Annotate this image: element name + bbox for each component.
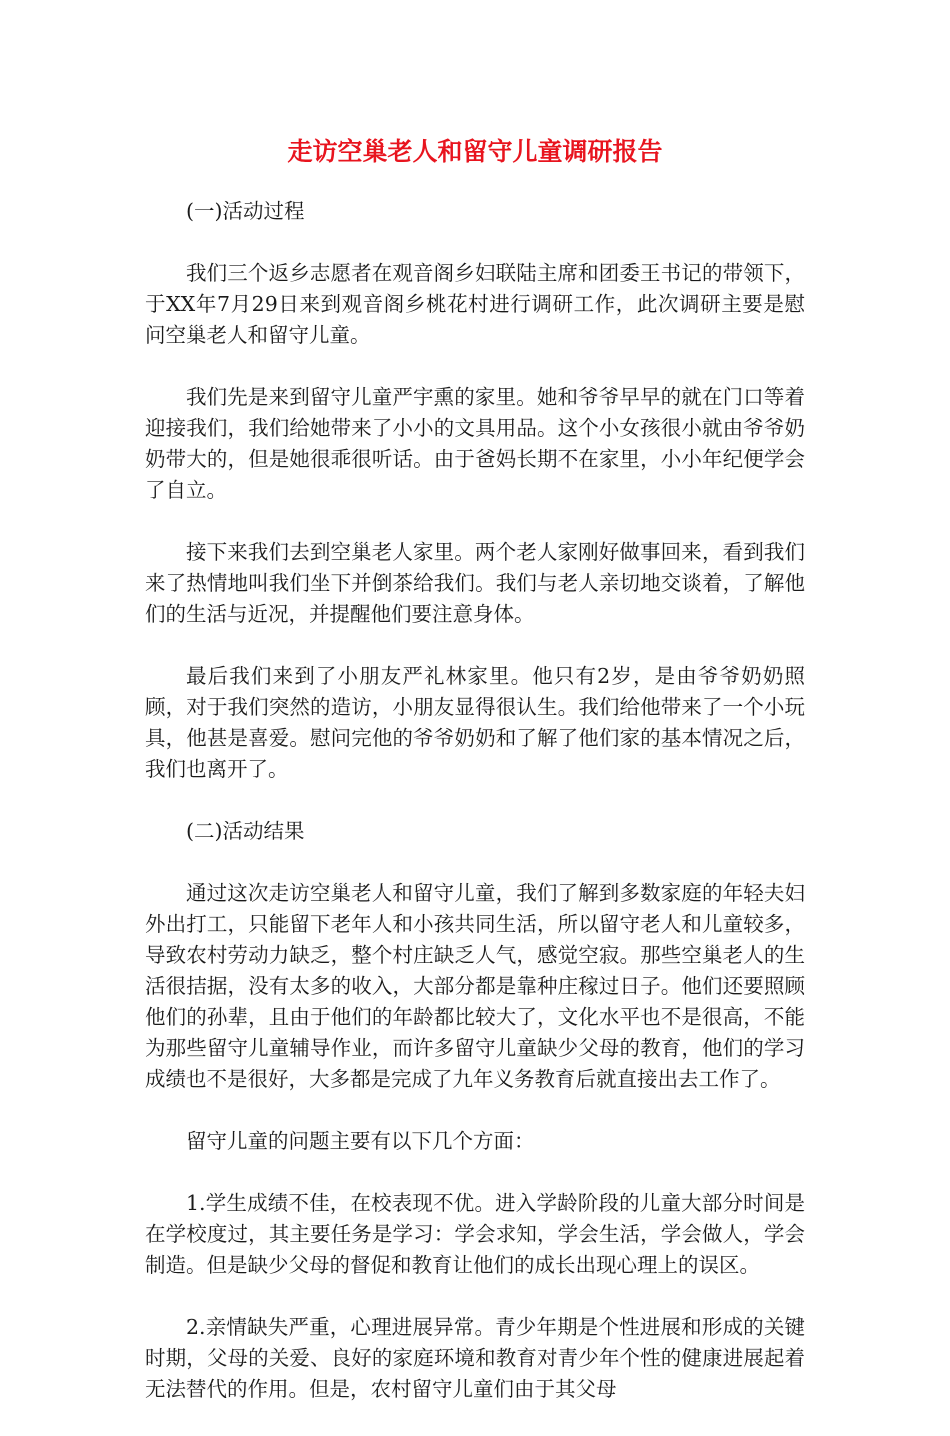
section-heading-results: (二)活动结果 [186, 819, 305, 843]
paragraph-problem-1: 1.学生成绩不佳，在校表现不优。进入学龄阶段的儿童大部分时间是在学校度过，其主要任务是学习：学会求知，学会生活，学会做人，学会制造。但是缺少父母的督促和教育让他们的成长出现心理上的误区。 [145, 1191, 805, 1277]
paragraph-visit-yan-lilin: 最后我们来到了小朋友严礼林家里。他只有2岁，是由爷爷奶奶照顾，对于我们突然的造访，小朋友显得很认生。我们给他带来了一个小玩具，他甚是喜爱。慰问完他的爷爷奶奶和了解了他们家的基本情况之后，我们也离开了。 [145, 664, 805, 781]
paragraph-intro: 我们三个返乡志愿者在观音阁乡妇联陆主席和团委王书记的带领下，于XX年7月29日来到观音阁乡桃花村进行调研工作，此次调研主要是慰问空巢老人和留守儿童。 [145, 261, 805, 347]
document-title: 走访空巢老人和留守儿童调研报告 [287, 137, 663, 166]
paragraph-problem-2: 2.亲情缺失严重，心理进展异常。青少年期是个性进展和形成的关键时期，父母的关爱、良好的家庭环境和教育对青少年个性的健康进展起着无法替代的作用。但是，农村留守儿童们由于其父母 [145, 1315, 805, 1401]
section-heading-process: (一)活动过程 [186, 199, 305, 223]
paragraph-problems-intro: 留守儿童的问题主要有以下几个方面： [186, 1129, 535, 1153]
document-body [145, 196, 805, 1436]
paragraph-visit-yan-yuxun: 我们先是来到留守儿童严宇熏的家里。她和爷爷早早的就在门口等着迎接我们，我们给她带来了小小的文具用品。这个小女孩很小就由爷爷奶奶带大的，但是她很乖很听话。由于爸妈长期不在家里，小小年纪便学会了自立。 [145, 385, 805, 502]
paragraph-visit-elderly: 接下来我们去到空巢老人家里。两个老人家刚好做事回来，看到我们来了热情地叫我们坐下并倒茶给我们。我们与老人亲切地交谈着，了解他们的生活与近况，并提醒他们要注意身体。 [145, 540, 805, 626]
paragraph-results: 通过这次走访空巢老人和留守儿童，我们了解到多数家庭的年轻夫妇外出打工，只能留下老年人和小孩共同生活，所以留守老人和儿童较多，导致农村劳动力缺乏，整个村庄缺乏人气，感觉空寂。那些空巢老人的生活很拮据，没有太多的收入，大部分都是靠种庄稼过日子。他们还要照顾他们的孙辈，且由于他们的年龄都比较大了，文化水平也不是很高，不能为那些留守儿童辅导作业，而许多留守儿童缺少父母的教育，他们的学习成绩也不是很好，大多都是完成了九年义务教育后就直接出去工作了。 [145, 881, 805, 1091]
